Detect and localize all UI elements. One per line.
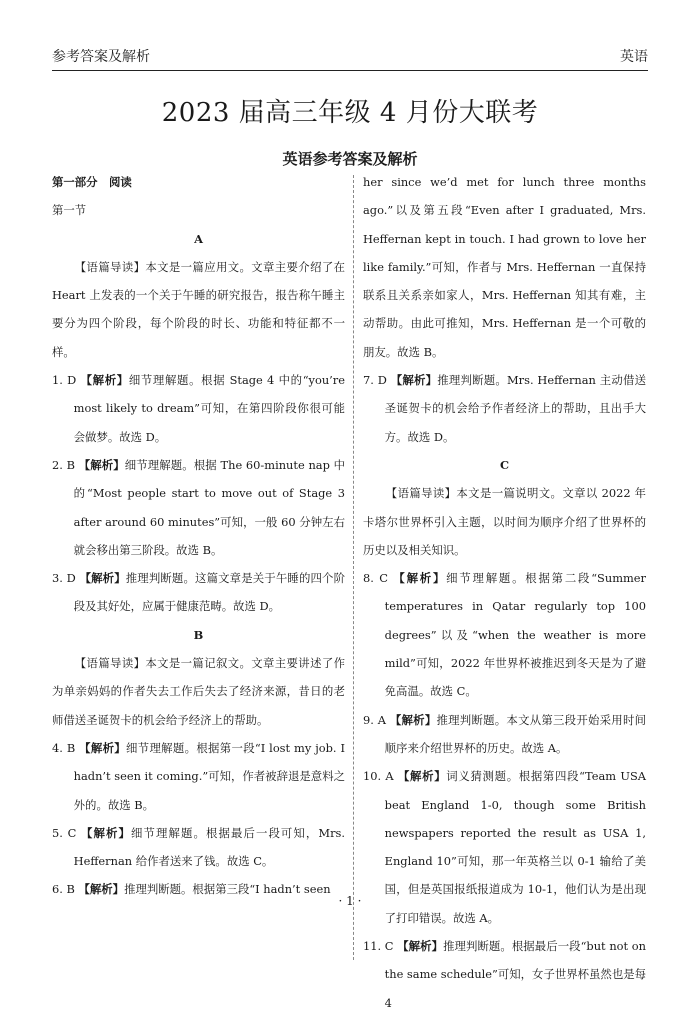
- analysis-text: 推理判断题。这篇文章是关于午睡的四个阶段及其好处，应属于健康范畴。故选 D。: [73, 571, 345, 614]
- paragraph: her since we’d met for lunch three months ago.”以及第五段“Even after I graduated, Mrs. Heffernan kept in touch. I had grown to love her like family.”可知，作者与 Mrs. Heffernan 一直保持联系且关系亲如家人，Mrs. Heffernan 知其有难，主动帮助。由此可推知，Mrs. Heffernan 是一个可敬的朋友。故选 B。: [363, 175, 646, 359]
- column-divider: [353, 175, 354, 960]
- header-right: 英语: [620, 49, 648, 65]
- analysis-tag: 【解析】: [397, 939, 444, 954]
- passage-intro: 【语篇导读】本文是一篇说明文。文章以 2022 年卡塔尔世界杯引入主题，以时间为顺序介绍了世界杯的历史以及相关知识。: [363, 486, 646, 557]
- analysis-text: 词义猜测题。根据第四段“Team USA beat England 1-0, though some British newspapers reported the result as USA 1, England 10”可知，那一年英格兰以 0-1 输给了美国，但是英国报纸报道成为 10-1，他们认为是出现了打印错误。故选 A。: [384, 769, 646, 925]
- analysis-text: 推理判断题。根据第三段“I hadn’t seen: [124, 882, 331, 897]
- right-column: [363, 168, 646, 1017]
- analysis-tag: 【解析】: [79, 740, 127, 755]
- answer-number: 6. B: [52, 882, 79, 897]
- passage-letter: C: [499, 457, 510, 472]
- answer-item: [52, 366, 345, 451]
- analysis-text: 细节理解题。根据第一段“I lost my job. I hadn’t seen it coming.”可知，作者被辞退是意料之外的。故选 B。: [73, 740, 345, 812]
- passage-letter: B: [193, 627, 204, 642]
- analysis-text: 细节理解题。根据 The 60-minute nap 中的“Most people start to move out of Stage 3 after around 60 minutes”可知，一般 60 分钟左右就会移出第三阶段。故选 B。: [73, 457, 345, 557]
- analysis-tag: 【解析】: [81, 825, 132, 840]
- page-header: [52, 44, 648, 68]
- analysis-tag: 【解析】: [79, 571, 126, 586]
- analysis-tag: 【解析】: [80, 373, 129, 388]
- answer-number: 7. D: [363, 373, 391, 388]
- answer-number: 10. A: [363, 769, 398, 784]
- page-number: · 1 ·: [338, 894, 362, 908]
- document-subtitle: 英语参考答案及解析: [282, 150, 418, 168]
- analysis-text: 细节理解题。根据 Stage 4 中的“you’re most likely to dream”可知，在第四阶段你很可能会做梦。故选 D。: [73, 373, 345, 444]
- analysis-text: 细节理解题。根据最后一段可知，Mrs. Heffernan 给作者送来了钱。故选 C。: [73, 825, 345, 869]
- passage-intro: 【语篇导读】本文是一篇记叙文。文章主要讲述了作为单亲妈妈的作者失去工作后失去了经济来源，昔日的老师借送圣诞贺卡的机会给予经济上的帮助。: [52, 656, 345, 727]
- analysis-tag: 【解析】: [78, 882, 125, 897]
- answer-number: 1. D: [52, 373, 81, 388]
- analysis-text: 推理判断题。Mrs. Heffernan 主动借送圣诞贺卡的机会给予作者经济上的帮助，且出手大方。故选 D。: [384, 373, 646, 444]
- section-heading: 第一部分 阅读: [52, 175, 132, 189]
- passage-intro: 【语篇导读】本文是一篇应用文。文章主要介绍了在 Heart 上发表的一个关于午睡的研究报告，报告称午睡主要分为四个阶段，每个阶段的时长、功能和特征都不一样。: [52, 259, 345, 359]
- analysis-text: 细节理解题。根据第二段“Summer temperatures in Qatar regularly top 100 degrees”以及“when the weather is more mild”可知，2022 年世界杯被推迟到冬天是为了避免高温。故选 C。: [384, 571, 646, 699]
- answer-item: [363, 706, 646, 763]
- analysis-tag: 【解析】: [389, 712, 437, 727]
- answer-item: [52, 819, 345, 876]
- analysis-tag: 【解析】: [393, 571, 447, 586]
- answer-number: 3. D: [52, 571, 80, 586]
- answer-item: [52, 451, 345, 564]
- answer-number: 2. B: [52, 457, 79, 472]
- analysis-text: 推理判断题。根据最后一段“but not on the same schedule”可知，女子世界杯虽然也是每 4: [384, 939, 646, 1010]
- analysis-tag: 【解析】: [397, 769, 447, 784]
- answer-item: [363, 932, 646, 1017]
- analysis-text: 推理判断题。本文从第三段开始采用时间顺序来介绍世界杯的历史。故选 A。: [384, 712, 646, 755]
- analysis-tag: 【解析】: [390, 373, 438, 388]
- left-column: [52, 168, 345, 904]
- answer-number: 11. C: [363, 939, 398, 954]
- answer-number: 5. C: [52, 825, 82, 840]
- answer-number: 4. B: [52, 740, 80, 755]
- answer-item: [52, 564, 345, 621]
- header-left: 参考答案及解析: [52, 49, 150, 65]
- answer-number: 9. A: [363, 712, 390, 727]
- answer-item: [52, 734, 345, 819]
- document-title: 2023 届高三年级 4 月份大联考: [161, 98, 539, 128]
- answer-number: 8. C: [363, 571, 394, 586]
- header-rule: [52, 70, 648, 71]
- paragraph: 第一节: [52, 203, 87, 218]
- answer-item: [363, 564, 646, 705]
- analysis-tag: 【解析】: [78, 457, 125, 472]
- answer-item: [363, 366, 646, 451]
- passage-letter: A: [194, 231, 203, 246]
